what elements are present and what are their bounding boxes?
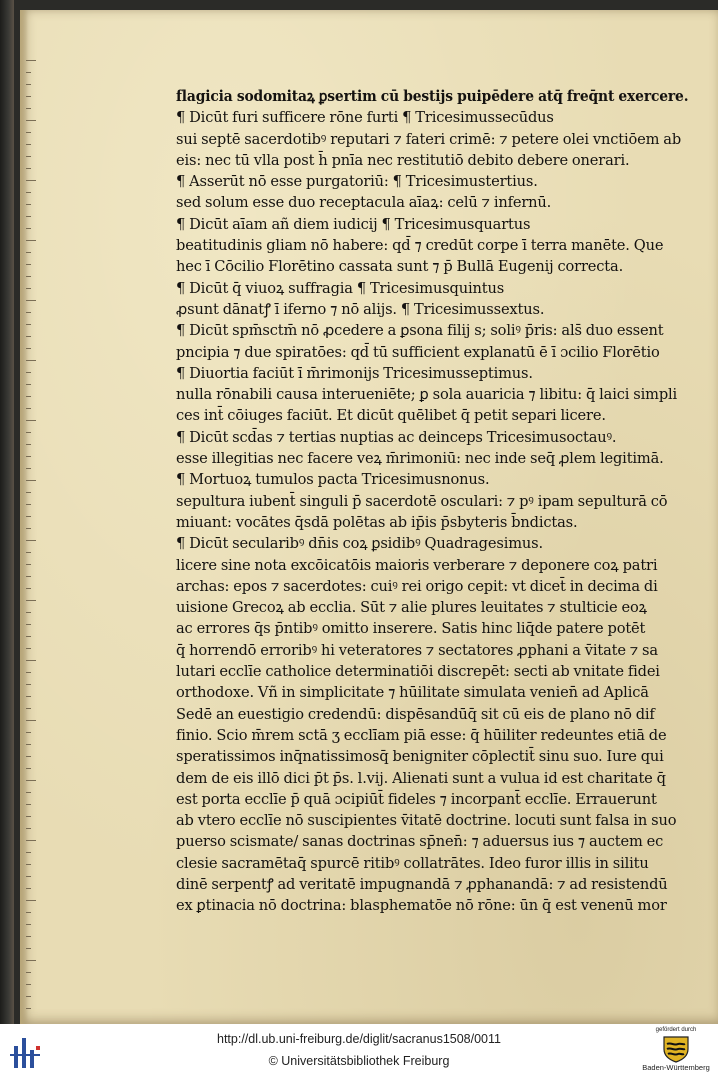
ruler-tick [26,276,31,277]
sponsor-badge [640,1026,712,1076]
ruler-tick [26,804,31,805]
text-line: est porta ecclīe p̄ quā ɔcipiūt̄ fideles ⁊ incorpant̄ ecclīe. Errauerunt [176,790,657,808]
ruler-tick [26,612,31,613]
ruler-tick [26,504,31,505]
ruler-tick [26,1008,31,1009]
ruler-tick [26,972,31,973]
ruler-tick [26,924,31,925]
text-line: puerso scismate/ sanas doctrinas sp̄nen̄: ⁊ aduersus ius ⁊ auctem ec [176,833,664,851]
ruler-tick [26,900,36,901]
text-line: sed solum esse duo receptacula aīaꝝ: celū ⁊ infernū. [176,194,552,212]
ruler-tick [26,576,31,577]
text-line: miuant: vocātes q̄sdā polētas ab ip̄is p̄sbyteris b̄ndictas. [176,513,578,531]
ruler-tick [26,240,36,241]
text-line: lutari ecclīe catholice determinatiōi discrepēt: secti ab vnitate fidei [176,663,660,681]
ruler-tick [26,840,36,841]
ruler-tick [26,396,31,397]
ruler-tick [26,816,31,817]
ruler-tick [26,528,31,529]
ruler-tick [26,360,36,361]
ruler-tick [26,984,31,985]
text-line: ac errores q̄s p̄ntibꝰ omitto inserere. Satis hinc liq̄de patere potēt [176,620,646,638]
ruler-tick [26,420,36,421]
text-line: ¶ Dicūt scd̄as ⁊ tertias nuptias ac deinceps Tricesimusoctauꝰ. [176,428,617,446]
text-line: beatitudinis gliam nō habere: qd̄ ⁊ credūt corpe ī terra manēte. Que [176,237,664,255]
ruler-tick [26,348,31,349]
ruler-tick [26,180,36,181]
ruler-tick [26,780,36,781]
book-spine-edge [0,0,14,1024]
ruler-tick [26,72,31,73]
sponsor-note: gefördert durch [655,1027,697,1033]
sponsor-name: Baden-Württemberg [642,1063,710,1072]
ruler-tick [26,744,31,745]
text-line: finio. Scio m̄rem sctā ʒ ecclīam piā esse: q̄ hūiliter redeuntes etiā de [176,726,667,744]
ruler-tick [26,696,31,697]
text-line: ces int̄ cōiuges faciūt. Et dicūt quēlibet q̄ petit separi licere. [176,407,606,425]
ruler-tick [26,132,31,133]
ruler-tick [26,624,31,625]
text-line: sepultura iubent̄ singuli p̄ sacerdotē osculari: ⁊ pꝰ ipam sepulturā cō [176,492,668,510]
ruler-tick [26,768,31,769]
ruler-tick [26,168,31,169]
text-line: uisione Grecoꝝ ab ecclia. Sūt ⁊ alie plures leuitates ⁊ stulticie eoꝝ [176,599,647,617]
ruler-tick [26,516,31,517]
text-line: archas: epos ⁊ sacerdotes: cuiꝰ rei origo cepit: vt dicet̄ in decima di [176,577,658,595]
ruler-tick [26,564,31,565]
ruler-tick [26,228,31,229]
ruler-tick [26,288,31,289]
text-line: dinē serpentꝭ ad veritatē impugnandā ⁊ ꝓphanandā: ⁊ ad resistendū [176,875,668,893]
ruler-tick [26,792,31,793]
ruler-tick [26,156,31,157]
ruler-tick [26,732,31,733]
ruler-tick [26,960,36,961]
ruler-tick [26,600,36,601]
copyright-notice: © Universitätsbibliothek Freiburg [268,1054,450,1068]
ruler-tick [26,864,31,865]
text-line: ¶ Dicūt spm̄sctm̄ nō ꝓcedere a ꝑsona filij s; soliꝰ p̄ris: als̄ duo essent [176,322,664,340]
text-line: ex ꝑtinacia nō doctrina: blasphematōe nō rōne: ūn q̄ est venenū mor [176,897,667,915]
text-line: nulla rōnabili causa interueniēte; ꝑ sola auaricia ⁊ libitu: q̄ laici simpli [176,386,678,404]
ruler-tick [26,480,36,481]
ruler-tick [26,432,31,433]
ruler-tick [26,684,31,685]
ruler-tick [26,144,31,145]
ruler-tick [26,108,31,109]
ruler-tick [26,648,31,649]
ruler-tick [26,876,31,877]
text-line: ꝓsunt dānatꝭ ī iferno ⁊ nō alijs. ¶ Tricesimussextus. [176,300,545,318]
text-line: flagicia sodomitaꝝ ꝑsertim cū bestijs puipēdere atq̄ freq̄nt exercere. [176,88,689,105]
ruler-tick [26,588,31,589]
ruler-tick [26,84,31,85]
ruler-tick [26,96,31,97]
text-line: Sedē an euestigio credendū: dispēsandūq̄ sit cū eis de plano nō dif [176,705,655,723]
ruler-tick [26,996,31,997]
ruler-tick [26,60,36,61]
text-line: licere sine nota excōicatōis maioris verberare ⁊ deponere coꝝ patri [176,556,658,574]
ruler-tick [26,252,31,253]
coat-of-arms-icon [661,1035,691,1063]
text-line: orthodoxe. Vñ in simplicitate ⁊ hūilitate simulata venien̄ ad Aplicā [176,684,649,702]
page-text-block [176,86,688,917]
text-line: clesie sacramētaq̄ spurcē ritibꝰ collatrātes. Ideo furor illis in silitu [176,854,649,872]
page-edge-ruler [26,60,40,1020]
ruler-tick [26,888,31,889]
text-line: ¶ Dicūt furi sufficere rōne furti ¶ Tricesimussecūdus [176,109,554,127]
ruler-tick [26,336,31,337]
text-line: ¶ Asserūt nō esse purgatoriū: ¶ Tricesimustertius. [176,173,538,191]
ruler-tick [26,660,36,661]
ruler-tick [26,540,36,541]
text-line: ¶ Dicūt secularibꝰ dn̄is coꝝ ꝑsidibꝰ Quadragesimus. [176,535,543,553]
ruler-tick [26,708,31,709]
ruler-tick [26,936,31,937]
ruler-tick [26,456,31,457]
document-url-link[interactable]: http://dl.ub.uni-freiburg.de/diglit/sacranus1508/0011 [217,1032,501,1046]
ruler-tick [26,948,31,949]
ruler-tick [26,468,31,469]
ruler-tick [26,384,31,385]
ruler-tick [26,324,31,325]
text-line: hec ī Cōcilio Florētino cassata sunt ⁊ p̄ Bullā Eugenij correcta. [176,258,624,276]
ruler-tick [26,192,31,193]
ruler-tick [26,912,31,913]
ruler-tick [26,852,31,853]
text-line: sui septē sacerdotibꝰ reputari ⁊ fateri crimē: ⁊ petere olei vnctiōem ab [176,130,682,148]
ruler-tick [26,828,31,829]
ruler-tick [26,636,31,637]
ruler-tick [26,756,31,757]
text-line: speratissimos inq̄natissimosq̄ benigniter cōplectit̄ sinu suo. Iure qui [176,748,664,766]
footer-bar [0,1024,718,1077]
ruler-tick [26,720,36,721]
ruler-tick [26,408,31,409]
text-line: ¶ Dicūt aīam añ diem iudicij ¶ Tricesimusquartus [176,215,531,233]
ruler-tick [26,492,31,493]
text-line: ¶ Mortuoꝝ tumulos pacta Tricesimusnonus. [176,471,490,489]
text-line: ¶ Diuortia faciūt ī m̄rimonijs Tricesimusseptimus. [176,364,533,382]
ruler-tick [26,300,36,301]
ruler-tick [26,672,31,673]
text-line: ¶ Dicūt q̄ viuoꝝ suffragia ¶ Tricesimusquintus [176,279,505,297]
ruler-tick [26,120,36,121]
ruler-tick [26,552,31,553]
ruler-tick [26,216,31,217]
text-line: pncipia ⁊ due spiratōes: qd̄ tū sufficient explanatū ē ī ɔcilio Florētio [176,343,660,361]
text-line: esse illegitias nec facere veꝝ m̄rimoniū: nec inde seq̄ ꝓlem legitimā. [176,450,664,468]
text-line: dem de eis illō dici p̄t p̄s. l.vij. Alienati sunt a vulua id est charitate q̄ [176,769,666,787]
text-line: q̄ horrendō erroribꝰ hi veteratores ⁊ sectatores ꝓphani a v̄itate ⁊ sa [176,641,658,659]
text-line: eis: nec tū vlla post h̄ pnīa nec restitutiō debito debere onerari. [176,151,630,169]
ruler-tick [26,372,31,373]
ruler-tick [26,312,31,313]
ruler-tick [26,444,31,445]
ruler-tick [26,264,31,265]
text-line: ab vtero ecclīe nō suscipientes v̄itatē doctrine. locuti sunt falsa in suo [176,812,677,830]
ruler-tick [26,204,31,205]
